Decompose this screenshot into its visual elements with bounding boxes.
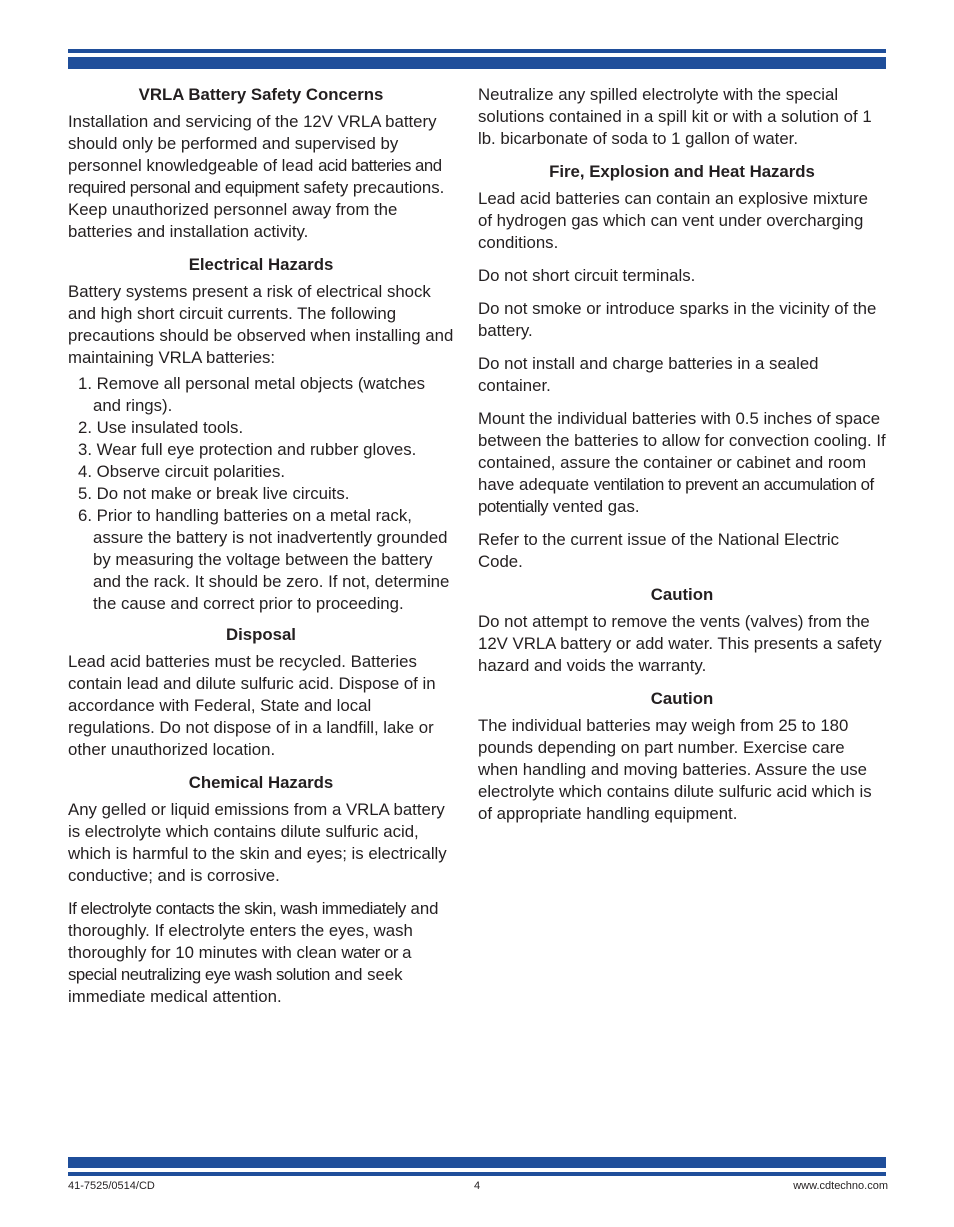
list-item: 2. Use insulated tools.: [78, 418, 244, 437]
vrla-safety-section: [68, 84, 454, 243]
list-item: 3. Wear full eye protection and rubber gloves.: [78, 440, 417, 459]
fire-text-5b: ventilation to prevent an accumulation of potentially: [478, 475, 874, 516]
footer-website: www.cdtechno.com: [793, 1180, 888, 1192]
list-item: 1. Remove all personal metal objects (watches and rings).: [78, 374, 425, 415]
header-rule-thin: [68, 49, 886, 53]
caution-heading-2: Caution: [650, 689, 714, 708]
footer-doc-number: 41-7525/0514/CD: [68, 1180, 155, 1192]
header-rule-thick: [68, 57, 886, 69]
disposal-heading: Disposal: [226, 625, 296, 644]
caution-paragraph-2: The individual batteries may weigh from 25 to 180 pounds depending on part number. Exercise care when handling and moving batteries. Assure the use electrolyte which contains dilute sulfuric acid which is of appropriate handling equipment.: [478, 716, 872, 823]
chemical-text-2c: water or a special neutralizing eye wash solution: [68, 943, 411, 984]
list-item: 6. Prior to handling batteries on a metal rack, assure the battery is not inadvertently grounded by measuring the voltage between the battery and the rack. It should be zero. If not, determine the cause and correct prior to proceeding.: [78, 506, 450, 613]
chemical-text-2d: and seek immediate medical attention.: [68, 965, 403, 1006]
vrla-safety-paragraph: [68, 111, 454, 243]
chemical-hazards-heading: Chemical Hazards: [188, 773, 334, 792]
left-column: [68, 84, 454, 1019]
footer-rule-thin: [68, 1172, 886, 1176]
electrical-hazards-heading: Electrical Hazards: [188, 255, 334, 274]
electrical-hazards-paragraph: Battery systems present a risk of electrical shock and high short circuit currents. The following precautions should be observed when installing and maintaining VRLA batteries:: [68, 282, 454, 367]
fire-paragraph-2: Do not short circuit terminals.: [478, 266, 696, 285]
right-column: [478, 84, 886, 836]
vrla-text-1: Installation and servicing of the 12V VRLA battery should only be performed and supervised by personnel knowledgeable of lead: [68, 112, 437, 175]
list-item: 5. Do not make or break live circuits.: [78, 484, 350, 503]
list-item: 4. Observe circuit polarities.: [78, 462, 286, 481]
vrla-safety-heading: VRLA Battery Safety Concerns: [138, 85, 384, 104]
fire-hazards-section: [478, 161, 886, 573]
vrla-text-2: acid batteries and required personal and equipment: [68, 156, 442, 197]
chemical-hazards-paragraph-1: Any gelled or liquid emissions from a VRLA battery is electrolyte which contains dilute sulfuric acid, which is harmful to the skin and eyes; is electrically conductive; and is corrosive.: [68, 800, 447, 885]
caution-paragraph-1: Do not attempt to remove the vents (valves) from the 12V VRLA battery or add water. This presents a safety hazard and voids the warranty.: [478, 612, 882, 675]
vrla-text-3: safety precautions. Keep unauthorized personnel away from the batteries and installation activity.: [68, 178, 445, 241]
disposal-section: [68, 624, 454, 761]
fire-paragraph-3: Do not smoke or introduce sparks in the vicinity of the battery.: [478, 299, 877, 340]
fire-hazards-heading: Fire, Explosion and Heat Hazards: [549, 162, 815, 181]
fire-text-5a: Mount the individual batteries with 0.5 inches of space between the batteries to allow for convection cooling. If contained, assure the container or cabinet and room have adequate: [478, 409, 886, 494]
caution-heading-1: Caution: [650, 585, 714, 604]
footer-page-number: 4: [474, 1180, 481, 1192]
fire-paragraph-4: Do not install and charge batteries in a sealed container.: [478, 354, 819, 395]
footer-rule-thick: [68, 1157, 886, 1168]
chemical-text-2a: If electrolyte contacts the skin, wash immediately: [68, 899, 406, 918]
fire-paragraph-6: Refer to the current issue of the National Electric Code.: [478, 530, 839, 571]
neutralize-paragraph: Neutralize any spilled electrolyte with the special solutions contained in a spill kit or with a solution of 1 lb. bicarbonate of soda to 1 gallon of water.: [478, 85, 872, 148]
electrical-hazards-section: [68, 254, 454, 615]
fire-paragraph-1: Lead acid batteries can contain an explosive mixture of hydrogen gas which can vent under overcharging conditions.: [478, 189, 868, 252]
disposal-paragraph: Lead acid batteries must be recycled. Batteries contain lead and dilute sulfuric acid. Dispose of in accordance with Federal, State and local regulations. Do not dispose of in a landfill, lake or other unauthorized location.: [68, 652, 436, 759]
caution-section-2: [478, 688, 886, 825]
fire-text-5c: vented gas.: [552, 497, 640, 516]
chemical-hazards-section: [68, 772, 454, 1008]
fire-paragraph-5: [478, 408, 886, 518]
chemical-text-2b: and thoroughly. If electrolyte enters the eyes, wash thoroughly for 10 minutes with clean: [68, 899, 439, 962]
precautions-list: [68, 373, 454, 615]
chemical-hazards-paragraph-2: [68, 898, 454, 1008]
caution-section-1: [478, 584, 886, 677]
